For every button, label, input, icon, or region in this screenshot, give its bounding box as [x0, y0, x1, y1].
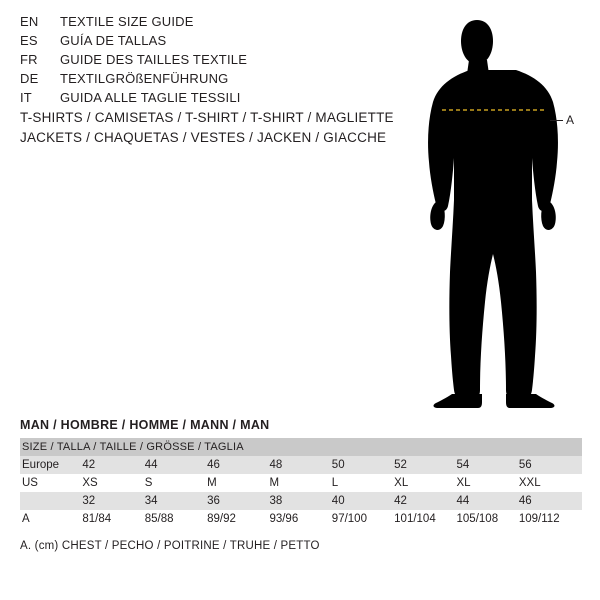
size-table	[20, 438, 582, 528]
cell-value: 97/100	[332, 510, 394, 528]
category-jackets: JACKETS / CHAQUETAS / VESTES / JACKEN / GIACCHE	[20, 130, 387, 145]
row-label: A	[20, 510, 82, 528]
legend-language-code: IT	[20, 90, 32, 105]
cell-value: 46	[519, 492, 582, 510]
category-tshirts: T-SHIRTS / CAMISETAS / T-SHIRT / T-SHIRT / MAGLIETTE	[20, 110, 394, 125]
table-row	[20, 456, 582, 474]
cell-value: 109/112	[519, 510, 582, 528]
cell-value: XS	[82, 474, 144, 492]
cell-value: 101/104	[394, 510, 456, 528]
table-title-man: MAN / HOMBRE / HOMME / MANN / MAN	[20, 418, 270, 432]
cell-value: 34	[145, 492, 207, 510]
cell-value: 48	[269, 456, 331, 474]
cell-value: XL	[394, 474, 456, 492]
silhouette-svg	[400, 10, 600, 410]
cell-value: 93/96	[269, 510, 331, 528]
row-label: Europe	[20, 456, 82, 474]
legend-language-text: GUIDA ALLE TAGLIE TESSILI	[60, 90, 241, 105]
cell-value: 46	[207, 456, 269, 474]
measure-label-a: A	[566, 113, 575, 127]
cell-value: 36	[207, 492, 269, 510]
cell-value: 44	[145, 456, 207, 474]
legend-language-text: TEXTILE SIZE GUIDE	[60, 14, 194, 29]
table-header-row	[20, 438, 582, 456]
cell-value: 42	[82, 456, 144, 474]
table-header-label: SIZE / TALLA / TAILLE / GRÖSSE / TAGLIA	[20, 438, 582, 456]
legend-row	[20, 14, 420, 33]
cell-value: XXL	[519, 474, 582, 492]
garment-categories	[20, 110, 440, 150]
male-silhouette-shape	[428, 20, 558, 408]
cell-value: 105/108	[457, 510, 519, 528]
cell-value: M	[207, 474, 269, 492]
cell-value: M	[269, 474, 331, 492]
cell-value: 54	[457, 456, 519, 474]
table-row	[20, 492, 582, 510]
legend-language-code: EN	[20, 14, 39, 29]
cell-value: 50	[332, 456, 394, 474]
cell-value: 56	[519, 456, 582, 474]
size-table-area	[20, 418, 582, 552]
legend-language-code: DE	[20, 71, 39, 86]
row-label: US	[20, 474, 82, 492]
legend-row	[20, 90, 420, 109]
table-row	[20, 510, 582, 528]
legend-language-code: ES	[20, 33, 38, 48]
cell-value: S	[145, 474, 207, 492]
cell-value: 89/92	[207, 510, 269, 528]
row-label	[20, 492, 82, 510]
table-footnote: A. (cm) CHEST / PECHO / POITRINE / TRUHE / PETTO	[20, 540, 320, 552]
cell-value: 81/84	[82, 510, 144, 528]
legend-row	[20, 33, 420, 52]
legend-language-text: TEXTILGRÖßENFÜHRUNG	[60, 71, 229, 86]
cell-value: 38	[269, 492, 331, 510]
cell-value: 40	[332, 492, 394, 510]
cell-value: 85/88	[145, 510, 207, 528]
legend-language-code: FR	[20, 52, 38, 67]
measure-leader-line	[550, 120, 563, 121]
cell-value: 42	[394, 492, 456, 510]
cell-value: XL	[457, 474, 519, 492]
cell-value: 44	[457, 492, 519, 510]
table-row	[20, 474, 582, 492]
cell-value: L	[332, 474, 394, 492]
legend-row	[20, 71, 420, 90]
cell-value: 32	[82, 492, 144, 510]
legend-language-text: GUIDE DES TAILLES TEXTILE	[60, 52, 248, 67]
legend-language-text: GUÍA DE TALLAS	[60, 33, 167, 48]
legend-row	[20, 52, 420, 71]
language-legend	[20, 14, 420, 109]
body-silhouette-figure	[400, 10, 600, 410]
cell-value: 52	[394, 456, 456, 474]
